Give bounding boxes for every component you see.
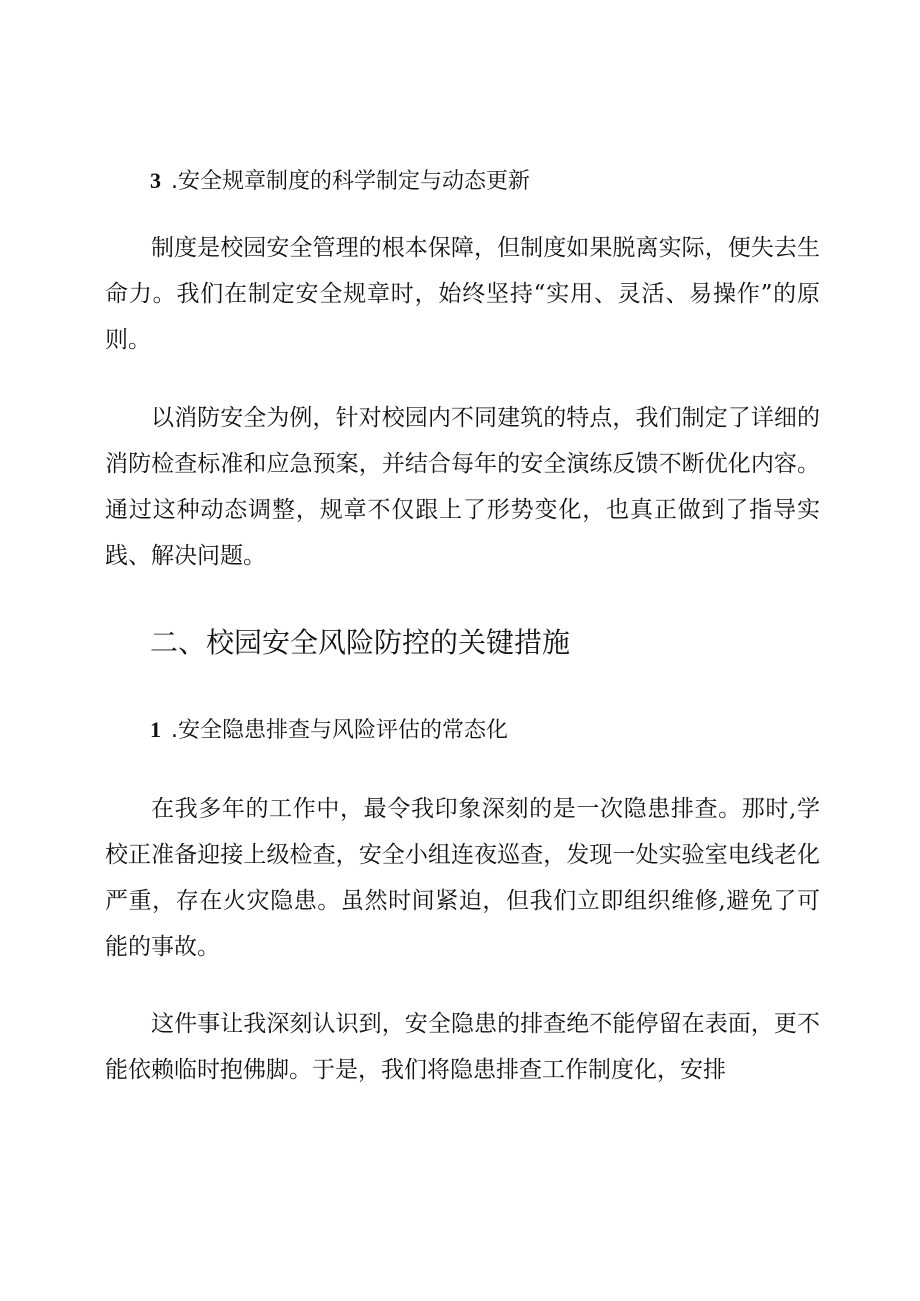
chapter-heading: 二、校园安全风险防控的关键措施 [150, 626, 571, 659]
paragraph: 这件事让我深刻认识到，安全隐患的排查绝不能停留在表面，更不能依赖临时抱佛脚。于是，我们将隐患排查工作制度化，安排 [105, 1011, 820, 1083]
paragraph: 制度是校园安全管理的根本保障，但制度如果脱离实际，便失去生命力。我们在制定安全规章时，始终坚持“实用、灵活、易操作”的原则。 [105, 235, 820, 353]
section-title: .安全隐患排查与风险评估的常态化 [171, 718, 508, 743]
section-title: .安全规章制度的科学制定与动态更新 [171, 169, 530, 194]
paragraph: 在我多年的工作中，最令我印象深刻的是一次隐患排查。那时,学校正准备迎接上级检查，安全小组连夜巡查，发现一处实验室电线老化严重，存在火灾隐患。虽然时间紧迫，但我们立即组织维修,避免了可能的事故。 [105, 796, 820, 960]
section-number: 1 [150, 717, 161, 742]
paragraph: 以消防安全为例，针对校园内不同建筑的特点，我们制定了详细的消防检查标准和应急预案，并结合每年的安全演练反馈不断优化内容。通过这种动态调整，规章不仅跟上了形势变化，也真正做到了指导实践、解决问题。 [105, 405, 820, 569]
section-number: 3 [150, 168, 161, 193]
section-heading-1 [150, 715, 508, 746]
section-heading-3 [150, 166, 530, 197]
